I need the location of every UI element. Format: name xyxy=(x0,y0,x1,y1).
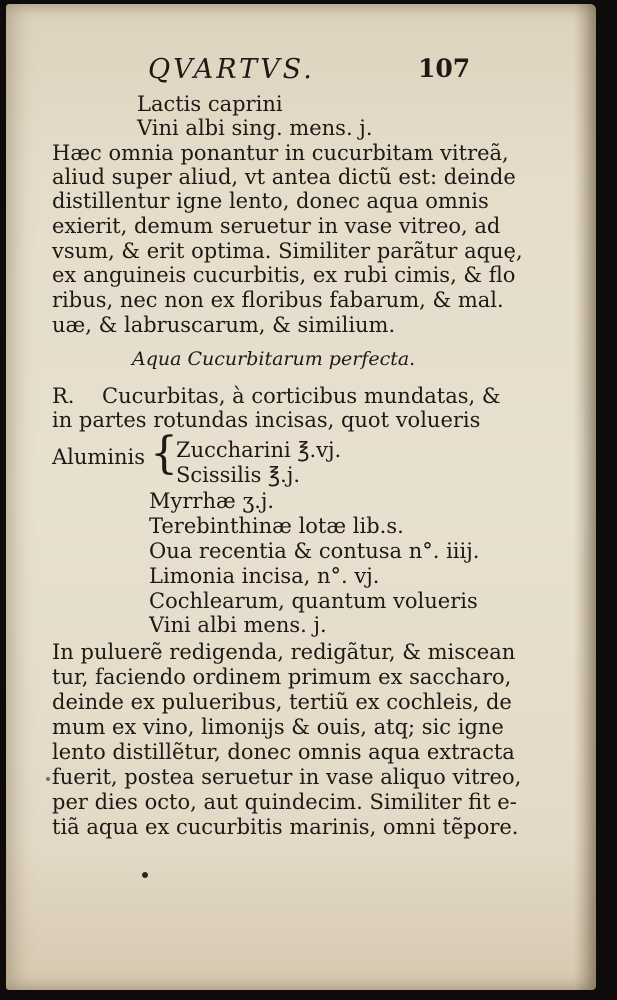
recipe-mark: R. xyxy=(52,384,75,408)
ingredient-line: Zuccharini ℥.vj. xyxy=(176,438,342,462)
text-line: In puluerẽ redigenda, redigãtur, & miscean xyxy=(52,640,516,664)
page-number: 107 xyxy=(418,54,471,83)
ingredient-line: Oua recentia & contusa n°. iiij. xyxy=(149,539,480,563)
text-line: mum ex vino, limonijs & ouis, atq; sic igne xyxy=(52,715,504,739)
text-line: tur, faciendo ordinem primum ex saccharo, xyxy=(52,665,512,689)
text-line: Lactis caprini xyxy=(137,92,283,116)
text-line: ribus, nec non ex floribus fabarum, & mal. xyxy=(52,288,504,312)
text-line: uæ, & labruscarum, & similium. xyxy=(52,313,396,337)
text-line: vsum, & erit optima. Similiter parãtur aquę, xyxy=(52,239,523,263)
text-line: exierit, demum seruetur in vase vitreo, ad xyxy=(52,214,501,238)
text-line: deinde ex pulueribus, tertiũ ex cochleis, de xyxy=(52,690,512,714)
text-line: per dies octo, aut quindecim. Similiter fit e- xyxy=(52,790,517,814)
ingredient-group-label: Aluminis xyxy=(52,445,146,469)
brace-glyph: { xyxy=(150,428,178,479)
book-page xyxy=(6,4,596,990)
text-line: fuerit, postea seruetur in vase aliquo vitreo, xyxy=(52,765,522,789)
ink-spot xyxy=(46,777,50,781)
running-head: QVARTVS. xyxy=(148,54,315,85)
text-line: Hæc omnia ponantur in cucurbitam vitreã, xyxy=(52,141,509,165)
ingredient-line: Myrrhæ ʒ.j. xyxy=(149,489,275,513)
text-line: distillentur igne lento, donec aqua omnis xyxy=(52,189,489,213)
text-line: Vini albi sing. mens. j. xyxy=(137,116,373,140)
text-line: in partes rotundas incisas, quot volueris xyxy=(52,408,481,432)
text-line: ex anguineis cucurbitis, ex rubi cimis, & flo xyxy=(52,263,516,287)
text-line: Cucurbitas, à corticibus mundatas, & xyxy=(102,384,501,408)
ingredient-line: Scissilis ℥.j. xyxy=(176,463,301,487)
text-line: aliud super aliud, vt antea dictũ est: deinde xyxy=(52,165,516,189)
section-heading: Aqua Cucurbitarum perfecta. xyxy=(132,348,416,370)
ingredient-line: Limonia incisa, n°. vj. xyxy=(149,564,380,588)
page-header xyxy=(6,54,596,88)
ingredient-line: Terebinthinæ lotæ lib.s. xyxy=(149,514,404,538)
text-line: lento distillẽtur, donec omnis aqua extracta xyxy=(52,740,515,764)
ink-spot xyxy=(142,872,148,878)
text-line: tiã aqua ex cucurbitis marinis, omni tẽpore. xyxy=(52,815,519,839)
ingredient-line: Cochlearum, quantum volueris xyxy=(149,589,478,613)
page-gutter-shadow xyxy=(574,4,596,990)
ingredient-line: Vini albi mens. j. xyxy=(149,613,327,637)
